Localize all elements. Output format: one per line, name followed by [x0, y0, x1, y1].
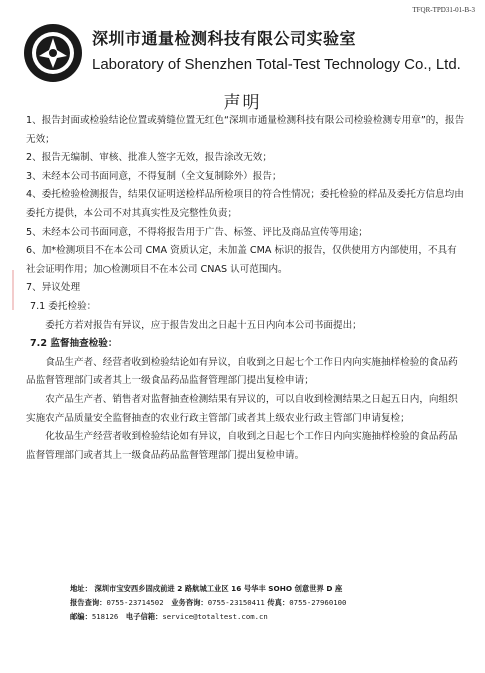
section-7-1-text: 委托方若对报告有异议，应于报告发出之日起十五日内向本公司书面提出； [45, 319, 362, 331]
document-number: TFQR-TPD31-01-B-3 [412, 6, 475, 14]
report-phone-label: 报告查询： [70, 598, 107, 607]
company-logo-icon [22, 22, 84, 84]
business-phone-value: 0755-23150411 [207, 598, 265, 607]
postcode-email-line [70, 610, 470, 624]
lab-name-chinese: 深圳市通量检测科技有限公司实验室 [92, 29, 357, 48]
fax-value: 0755-27960100 [289, 598, 347, 607]
phone-line [70, 596, 470, 610]
section-7-1-title: 7.1 委托检验： [30, 300, 97, 312]
fax-label: 传真： [267, 598, 290, 607]
letterhead [22, 20, 472, 84]
statement-item-3: 3、未经本公司书面同意，不得复制（全文复制除外）报告； [26, 170, 282, 182]
postcode-value: 518126 [91, 612, 119, 621]
statement-item-4: 4、委托检验检测报告，结果仅证明送检样品所检项目的符合性情况；委托检验的样品及委托方信息均由委托方提供，本公司不对其真实性及完整性负责； [26, 189, 464, 219]
seam-stamp-mark [0, 270, 14, 310]
statement-item-5: 5、未经本公司书面同意，不得将报告用于广告、标签、评比及商品宣传等用途； [26, 226, 368, 238]
statement-item-7: 7、异议处理 [26, 282, 81, 294]
address-label: 地址： [70, 584, 92, 593]
page-title: 声明 [223, 93, 262, 113]
lab-name-english: Laboratory of Shenzhen Total-Test Technology Co., Ltd. [92, 56, 461, 73]
statement-body [26, 112, 466, 465]
section-7-2-food: 食品生产者、经营者收到检验结论如有异议，自收到之日起七个工作日内向实施抽样检验的食品药品监督管理部门或者其上一级食品药品监督管理部门提出复检申请； [26, 356, 458, 387]
statement-item-1: 1、报告封面或检验结论位置或骑缝位置无红色“深圳市通量检测科技有限公司检验检测专用章”的，报告无效； [26, 115, 465, 145]
address-line [70, 582, 470, 596]
email-label: 电子信箱： [125, 612, 163, 621]
email-link[interactable]: service@totaltest.com.cn [162, 612, 268, 621]
contact-footer [70, 582, 470, 624]
section-7-2-cosmetic: 化妆品生产经营者收到检验结论如有异议，自收到之日起七个工作日内向实施抽样检验的食品药品监督管理部门或者其上一级食品药品监督管理部门提出复检申请。 [26, 431, 458, 461]
address-value: 深圳市宝安西乡固戍前进 2 路航城工业区 16 号华丰 SOHO 创意世界 D 座 [94, 584, 343, 593]
business-phone-label: 业务咨询： [171, 598, 208, 607]
statement-item-6: 6、加*检测项目不在本公司 CMA 资质认定，未加盖 CMA 标识的报告，仅供使用方内部使用，不具有社会证明作用；加○检测项目不在本公司 CNAS 认可范围内。 [26, 245, 457, 275]
report-phone-value: 0755-23714502 [106, 598, 164, 607]
section-7-2-agri: 农产品生产者、销售者对监督抽查检测结果有异议的，可以自收到检测结果之日起五日内，向组织实施农产品质量安全监督抽查的农业行政主管部门或者其上级农业行政主管部门申请复检； [26, 393, 458, 424]
statement-item-2: 2、报告无编制、审核、批准人签字无效，报告涂改无效； [26, 152, 272, 164]
postcode-label: 邮编： [70, 612, 92, 621]
section-7-2-title: 7.2 监督抽查检验： [30, 338, 118, 350]
